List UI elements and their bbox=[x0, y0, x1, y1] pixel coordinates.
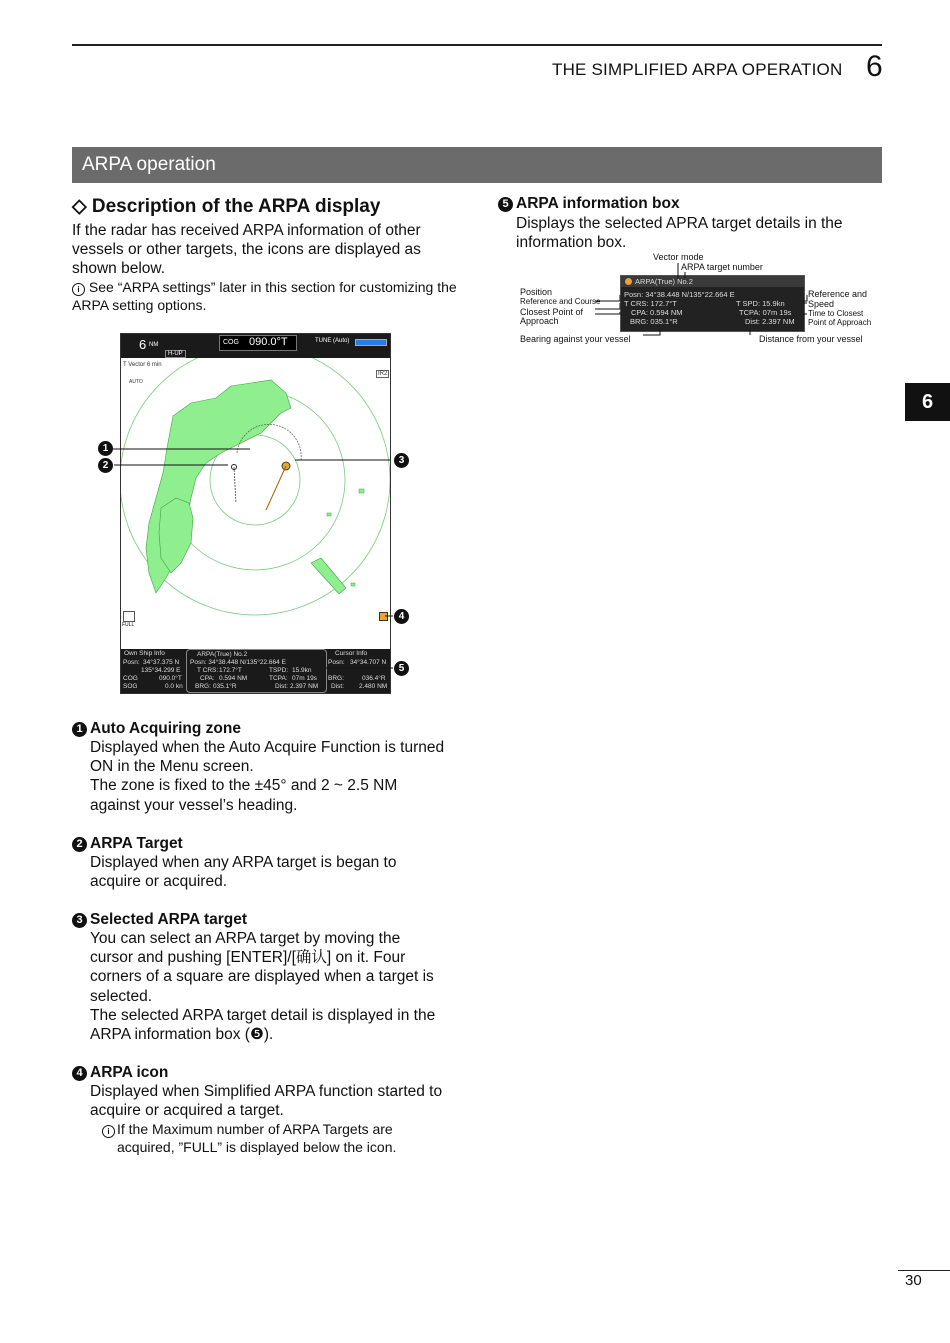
item-2-line-2: acquire or acquired. bbox=[90, 873, 227, 891]
item-3-line-3: corners of a square are displayed when a target is bbox=[90, 968, 434, 986]
ann-ref-course: Reference and Course bbox=[520, 297, 601, 306]
item-3-number: 3 bbox=[72, 913, 87, 928]
item-4-note-1: i If the Maximum number of ARPA Targets are bbox=[102, 1120, 472, 1138]
ann-target-number: ARPA target number bbox=[681, 262, 763, 272]
item-2 bbox=[72, 835, 472, 891]
info-icon: i bbox=[72, 283, 85, 296]
radar-arpa-dist-label: Dist: bbox=[275, 683, 288, 690]
mode-indicator: H-UP bbox=[165, 350, 186, 358]
ann-ref-speed-2: Speed bbox=[808, 299, 835, 309]
item-3-title: Selected ARPA target bbox=[90, 911, 248, 928]
info-box-cpa: CPA: 0.594 NM bbox=[631, 308, 683, 317]
radar-arpa-title: ARPA(True) No.2 bbox=[197, 651, 248, 658]
info-section-text: Displays the selected APRA target details in the information box. bbox=[516, 215, 843, 252]
description-heading: ◇ Description of the ARPA display bbox=[72, 196, 381, 217]
info-icon: i bbox=[102, 1125, 115, 1138]
item-2-line-1: Displayed when any ARPA target is began to bbox=[90, 854, 397, 871]
callout-1: 1 bbox=[98, 441, 113, 456]
description-note-text: See “ARPA settings” later in this section for customizing the ARPA setting options. bbox=[72, 279, 457, 313]
cog-value: 090.0°T bbox=[249, 336, 288, 348]
item-1-number: 1 bbox=[72, 722, 87, 737]
radar-arpa-tspd-label: TSPD: bbox=[269, 667, 289, 674]
radar-arpa-tcrs: 172.7°T bbox=[219, 667, 242, 674]
item-3-line-5: The selected ARPA target detail is displayed in the bbox=[90, 1006, 436, 1024]
callout-2: 2 bbox=[98, 458, 113, 473]
item-1-line-3: The zone is fixed to the ±45° and 2 ~ 2.5 NM bbox=[90, 777, 398, 795]
item-1-line-2: ON in the Menu screen. bbox=[90, 758, 254, 776]
item-1-line-4: against your vessel’s heading. bbox=[90, 796, 298, 814]
info-section-heading: 5 ARPA information box bbox=[498, 195, 680, 213]
range-unit: NM bbox=[149, 342, 159, 348]
range-value: 6 bbox=[139, 337, 147, 352]
tune-label: TUNE (Auto) bbox=[315, 338, 350, 344]
own-ship-cog: 090.0°T bbox=[159, 675, 182, 682]
item-4-number: 4 bbox=[72, 1066, 87, 1081]
radar-arpa-tcrs-label: T CRS: bbox=[197, 667, 219, 674]
item-3-line-4: selected. bbox=[90, 987, 153, 1005]
cursor-dist: 2.480 NM bbox=[359, 683, 388, 690]
radar-top-bar bbox=[121, 334, 390, 358]
item-3 bbox=[72, 911, 472, 1044]
item-4 bbox=[72, 1064, 472, 1156]
info-box-tspd: T SPD: 15.9kn bbox=[736, 299, 785, 308]
section-title: ARPA operation bbox=[82, 154, 216, 175]
radar-arpa-brg-label: BRG: bbox=[195, 683, 211, 690]
callout-lines bbox=[100, 440, 400, 680]
own-ship-lon: 135°34.299 E bbox=[141, 667, 181, 674]
cursor-posn-label: Posn: bbox=[328, 659, 345, 666]
ann-cpa: Closest Point of bbox=[520, 307, 584, 317]
own-ship-lat: 34°37.375 N bbox=[143, 659, 180, 666]
chapter-side-tab: 6 bbox=[905, 383, 950, 421]
ann-vector-mode: Vector mode bbox=[653, 252, 704, 262]
cursor-brg-label: BRG: bbox=[328, 675, 344, 682]
ann-tcpa: Time to Closest bbox=[808, 309, 864, 318]
cog-label: COG bbox=[223, 339, 239, 346]
radar-arpa-tcpa-label: TCPA: bbox=[269, 675, 288, 682]
item-2-title: ARPA Target bbox=[90, 835, 183, 852]
own-ship-sog: 0.0 kn bbox=[165, 683, 183, 690]
description-intro: If the radar has received ARPA information of other vessels or other targets, the icons are displayed as shown below. bbox=[72, 222, 421, 278]
own-ship-posn-label: Posn: bbox=[123, 659, 140, 666]
info-section-title: ARPA information box bbox=[516, 195, 680, 212]
info-box-title: ARPA(True) No.2 bbox=[635, 277, 693, 286]
chapter-title: THE SIMPLIFIED ARPA OPERATION bbox=[552, 60, 843, 79]
full-label: FULL bbox=[122, 622, 135, 628]
radar-arpa-tspd: 15.9kn bbox=[292, 667, 312, 674]
header-rule bbox=[72, 44, 882, 46]
own-ship-sog-label: SOG bbox=[123, 683, 138, 690]
radar-arpa-dist: 2.397 NM bbox=[290, 683, 319, 690]
cursor-brg: 036.4°R bbox=[362, 675, 386, 682]
radar-arpa-cpa: 0.594 NM bbox=[219, 675, 248, 682]
radar-arpa-posn: Posn: 34°38.448 N/135°22.664 E bbox=[190, 659, 286, 666]
section-bar bbox=[72, 147, 882, 183]
item-1-title: Auto Acquiring zone bbox=[90, 720, 241, 737]
cursor-posn: 34°34.707 N bbox=[350, 659, 387, 666]
ann-ref-speed: Reference and bbox=[808, 289, 868, 299]
chapter-number: 6 bbox=[866, 50, 883, 83]
info-box-brg: BRG: 035.1°R bbox=[630, 317, 678, 326]
item-1 bbox=[72, 720, 472, 815]
item-4-line-2: acquire or acquired a target. bbox=[90, 1102, 284, 1120]
callout-4: 4 bbox=[394, 609, 409, 624]
page-number-rule bbox=[898, 1270, 950, 1271]
radar-arpa-cpa-label: CPA: bbox=[200, 675, 215, 682]
item-3-line-1: You can select an ARPA target by moving the bbox=[90, 930, 401, 947]
own-ship-cog-label: COG bbox=[123, 675, 138, 682]
tune-bar bbox=[355, 339, 387, 346]
ir-label: IR2 bbox=[378, 371, 388, 377]
vector-label: T Vector 6 min bbox=[123, 362, 162, 368]
ann-bearing: Bearing against your vessel bbox=[520, 334, 631, 344]
item-3-line-6: ARPA information box (❺). bbox=[90, 1026, 274, 1044]
auto-label: AUTO bbox=[129, 379, 143, 385]
item-3-line-2: cursor and pushing [ENTER]/[确认] on it. Four bbox=[90, 949, 406, 967]
cursor-title: Cursor Info bbox=[335, 650, 368, 657]
item-4-note-2: acquired, ”FULL” is displayed below the icon. bbox=[117, 1139, 397, 1156]
callout-3: 3 bbox=[394, 453, 409, 468]
radar-arpa-tcpa: 07m 19s bbox=[292, 675, 317, 682]
info-box-tcrs: T CRS: 172.7°T bbox=[624, 299, 677, 308]
info-box-dist: Dist: 2.397 NM bbox=[745, 317, 795, 326]
ann-distance: Distance from your vessel bbox=[759, 334, 863, 344]
ann-position: Position bbox=[520, 287, 553, 297]
cursor-dist-label: Dist: bbox=[331, 683, 344, 690]
ann-tcpa-2: Point of Approach bbox=[808, 318, 872, 327]
info-box-tcpa: TCPA: 07m 19s bbox=[739, 308, 792, 317]
ann-cpa-2: Approach bbox=[520, 316, 559, 326]
description-note bbox=[72, 278, 457, 314]
item-4-line-1: Displayed when Simplified ARPA function started to bbox=[90, 1083, 443, 1100]
info-box-posn: Posn: 34°38.448 N/135°22.664 E bbox=[624, 290, 735, 299]
item-4-title: ARPA icon bbox=[90, 1064, 169, 1081]
own-ship-title: Own Ship Info bbox=[124, 650, 165, 657]
cog-display bbox=[219, 335, 297, 351]
page-number: 30 bbox=[905, 1272, 922, 1289]
radar-arpa-brg: 035.1°R bbox=[213, 683, 237, 690]
item-1-line-1: Displayed when the Auto Acquire Function is turned bbox=[90, 739, 445, 756]
item-2-number: 2 bbox=[72, 837, 87, 852]
callout-5: 5 bbox=[394, 661, 409, 676]
